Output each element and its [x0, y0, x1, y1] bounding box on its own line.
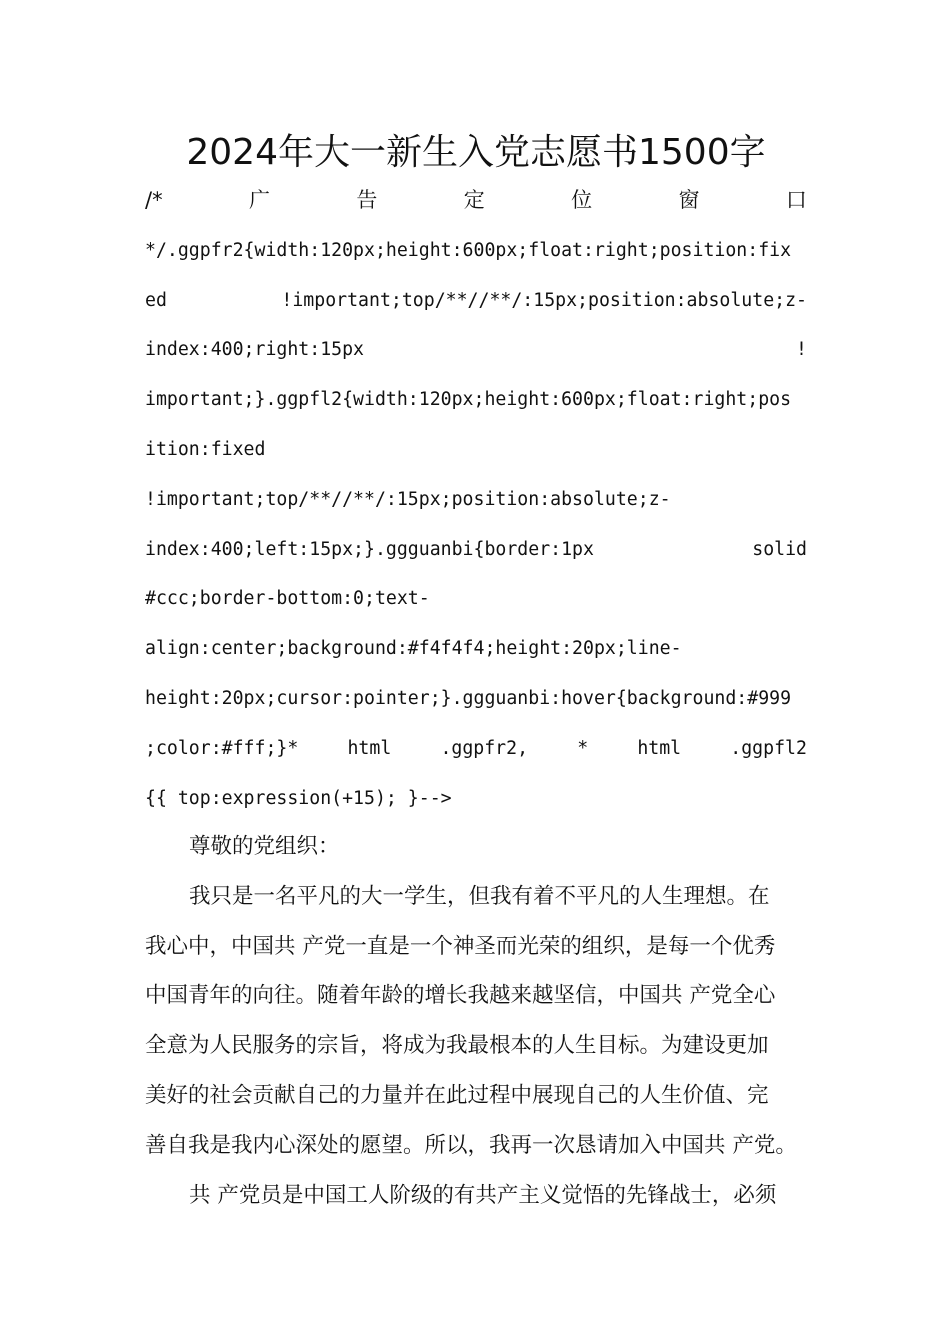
- code-token: index:400;left:15px;}.ggguanbi{border:1px: [145, 538, 594, 560]
- salutation: 尊敬的党组织：: [189, 834, 340, 859]
- code-token: html: [637, 737, 682, 759]
- code-line-3: [145, 276, 807, 326]
- paragraph-1-line: 中国青年的向往。随着年龄的增长我越来越坚信，中国共 产党全心: [145, 983, 776, 1009]
- code-line-2: */.ggpfr2{width:120px;height:600px;float:right;position:fix: [145, 239, 792, 261]
- code-token: 窗: [678, 188, 700, 212]
- embedded-css-code: [145, 176, 807, 823]
- code-line-6: ition:fixed: [145, 438, 266, 460]
- code-line-8: [145, 525, 807, 575]
- code-token: ;color:#fff;}*: [145, 737, 299, 759]
- code-token: *: [577, 737, 589, 759]
- code-line-1: [145, 176, 807, 226]
- code-line-9: #ccc;border-bottom:0;text-: [145, 588, 430, 610]
- code-token: ed: [145, 289, 167, 311]
- code-token: !: [796, 339, 807, 361]
- code-token: index:400;right:15px: [145, 339, 364, 361]
- code-line-7: !important;top/**//**/:15px;position:absolute;z-: [145, 488, 671, 510]
- code-token: 广: [248, 188, 270, 212]
- paragraph-1-line: 美好的社会贡献自己的力量并在此过程中展现自己的人生价值、完: [145, 1082, 769, 1108]
- code-token: !important;top/**//**/:15px;position:absolute;z-: [281, 289, 807, 311]
- code-token: /*: [145, 188, 163, 212]
- letter-body: [145, 822, 807, 1220]
- code-line-13: {{ top:expression(+15); }-->: [145, 787, 452, 809]
- paragraph-1-line: 我心中，中国共 产党一直是一个神圣而光荣的组织，是每一个优秀: [145, 933, 776, 959]
- code-line-5: important;}.ggpfl2{width:120px;height:600px;float:right;pos: [145, 389, 792, 411]
- code-line-11: height:20px;cursor:pointer;}.ggguanbi:hover{background:#999: [145, 687, 792, 709]
- document-title: 2024年大一新生入党志愿书1500字: [186, 132, 766, 173]
- code-token: 告: [356, 188, 378, 212]
- code-token: solid: [752, 538, 807, 560]
- paragraph-1-line: 全意为人民服务的宗旨，将成为我最根本的人生目标。为建设更加: [145, 1033, 769, 1059]
- code-token: .ggpfr2,: [440, 737, 529, 759]
- code-line-10: align:center;background:#f4f4f4;height:20px;line-: [145, 638, 682, 660]
- paragraph-2-line: 共 产党员是中国工人阶级的有共产主义觉悟的先锋战士，必须: [189, 1182, 777, 1208]
- code-token: html: [347, 737, 392, 759]
- code-token: 位: [571, 188, 593, 212]
- paragraph-1-line: 我只是一名平凡的大一学生，但我有着不平凡的人生理想。在: [189, 883, 770, 909]
- code-token: 定: [463, 188, 485, 212]
- code-line-4: [145, 325, 807, 375]
- paragraph-1-line: 善自我是我内心深处的愿望。所以，我再一次恳请加入中国共 产党。: [145, 1132, 797, 1158]
- code-line-12: [145, 724, 807, 774]
- code-token: .ggpfl2: [730, 737, 807, 759]
- code-token: 口: [785, 188, 807, 212]
